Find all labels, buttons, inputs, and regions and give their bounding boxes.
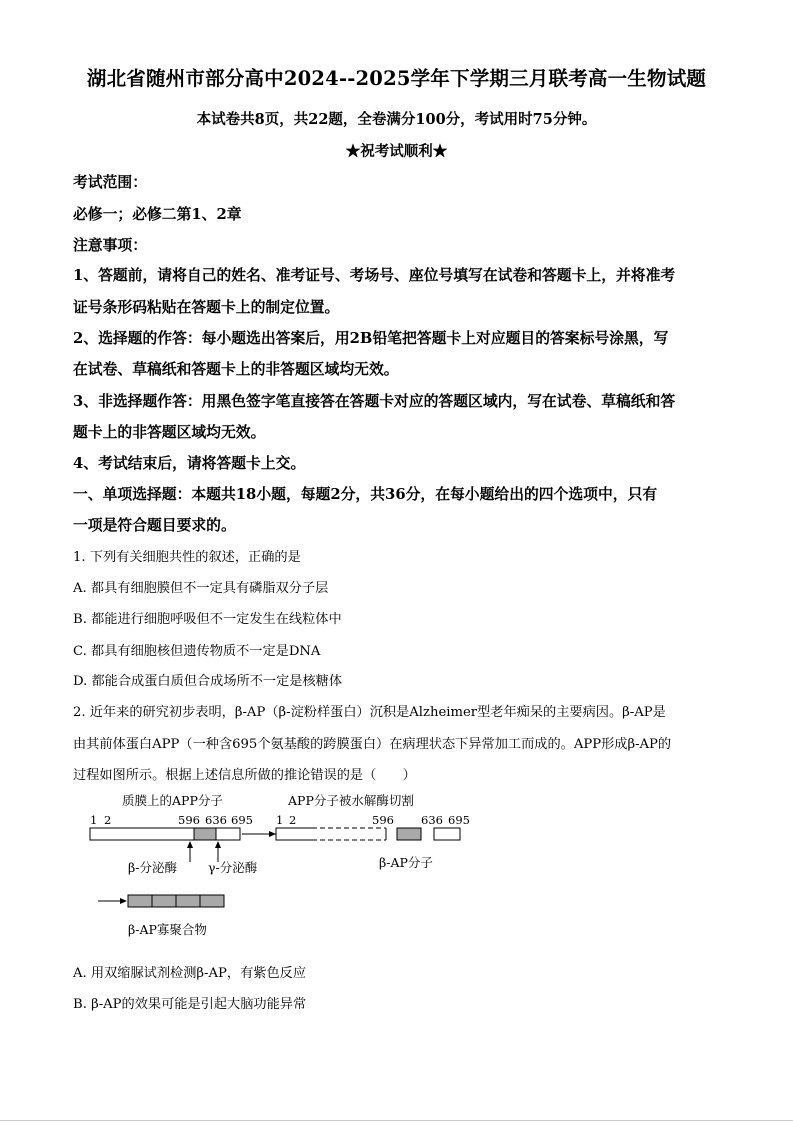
oligomer-unit-2 [152, 895, 176, 907]
notes-label: 注意事项： [73, 237, 147, 254]
app-processing-diagram [80, 790, 500, 950]
note-2-line-1: 2、选择题的作答：每小题选出答案后，用2B铅笔把答题卡上对应题目的答案标号涂黑，写 [73, 330, 669, 347]
app-segment-c-terminal [216, 828, 240, 840]
app-segment-n-terminal [90, 828, 194, 840]
num-2-left: 2 [104, 813, 112, 827]
label-beta-ap-oligomer: β-AP寡聚合物 [128, 922, 207, 937]
q1-option-d: D. 都能合成蛋白质但合成场所不一定是核糖体 [73, 674, 343, 689]
c-terminal-fragment [434, 828, 460, 840]
gamma-enzyme-arrowhead [215, 841, 221, 848]
arrow-head-2 [120, 898, 127, 904]
scope-content: 必修一；必修二第1、2章 [73, 206, 242, 223]
label-app-cut: APP分子被水解酶切割 [288, 793, 414, 808]
num-695-right: 695 [448, 813, 470, 827]
q1-option-b: B. 都能进行细胞呼吸但不一定发生在线粒体中 [73, 612, 342, 627]
q2-stem-line-3: 过程如图所示。根据上述信息所做的推论错误的是（ ） [73, 768, 416, 783]
section-1-heading-line-1: 一、单项选择题：本题共18小题，每题2分，共36分，在每小题给出的四个选项中，只有 [73, 486, 658, 503]
section-1-heading-line-2: 一项是符合题目要求的。 [73, 517, 236, 534]
label-membrane-app: 质膜上的APP分子 [122, 793, 223, 808]
exam-info: 本试卷共8页，共22题，全卷满分100分，考试用时75分钟。 [196, 111, 597, 128]
q2-option-a: A. 用双缩脲试剂检测β-AP，有紫色反应 [73, 966, 307, 981]
num-636-left: 636 [205, 813, 227, 827]
note-3-line-1: 3、非选择题作答：用黑色签字笔直接答在答题卡对应的答题区域内，写在试卷、草稿纸和答 [73, 393, 676, 410]
scope-label: 考试范围： [73, 174, 147, 191]
page-bottom-rule [0, 1120, 793, 1121]
note-1-line-1: 1、答题前，请将自己的姓名、准考证号、考场号、座位号填写在试卷和答题卡上，并将准考 [73, 267, 676, 284]
cut-fragment-left-solid [276, 828, 312, 840]
q1-stem: 1. 下列有关细胞共性的叙述，正确的是 [73, 550, 301, 565]
note-1-line-2: 证号条形码粘贴在答题卡上的制定位置。 [73, 299, 340, 316]
label-beta-ap-molecule: β-AP分子 [379, 855, 433, 870]
label-gamma-secretase: γ-分泌酶 [208, 860, 258, 875]
num-596-left: 596 [178, 813, 200, 827]
num-2-right: 2 [289, 813, 297, 827]
app-segment-beta-ap [194, 828, 216, 840]
released-beta-ap-fragment [397, 828, 421, 840]
oligomer-unit-4 [200, 895, 224, 907]
note-2-line-2: 在试卷、草稿纸和答题卡上的非答题区域均无效。 [73, 361, 399, 378]
num-596-right: 596 [372, 813, 394, 827]
beta-enzyme-arrowhead [187, 841, 193, 848]
label-beta-secretase: β-分泌酶 [128, 860, 177, 875]
exam-title: 湖北省随州市部分高中2024--2025学年下学期三月联考高一生物试题 [86, 67, 707, 90]
q2-stem-line-1: 2. 近年来的研究初步表明，β-AP（β-淀粉样蛋白）沉积是Alzheimer型老年痴呆的主要病因。β-AP是 [73, 705, 666, 720]
oligomer-unit-1 [128, 895, 152, 907]
note-3-line-2: 题卡上的非答题区域均无效。 [73, 424, 266, 441]
arrow-head-1 [269, 831, 276, 837]
oligomer-unit-3 [176, 895, 200, 907]
q2-stem-line-2: 由其前体蛋白APP（一种含695个氨基酸的跨膜蛋白）在病理状态下异常加工而成的。APP形成β-AP的 [73, 737, 672, 752]
num-695-left: 695 [231, 813, 253, 827]
q2-option-b: B. β-AP的效果可能是引起大脑功能异常 [73, 997, 307, 1012]
num-1-left: 1 [90, 813, 98, 827]
note-4: 4、考试结束后，请将答题卡上交。 [73, 455, 306, 472]
num-1-right: 1 [276, 813, 284, 827]
good-luck-line: ★祝考试顺利★ [345, 143, 448, 160]
num-636-right: 636 [421, 813, 443, 827]
q1-option-a: A. 都具有细胞膜但不一定具有磷脂双分子层 [73, 581, 329, 596]
q1-option-c: C. 都具有细胞核但遗传物质不一定是DNA [73, 644, 321, 659]
